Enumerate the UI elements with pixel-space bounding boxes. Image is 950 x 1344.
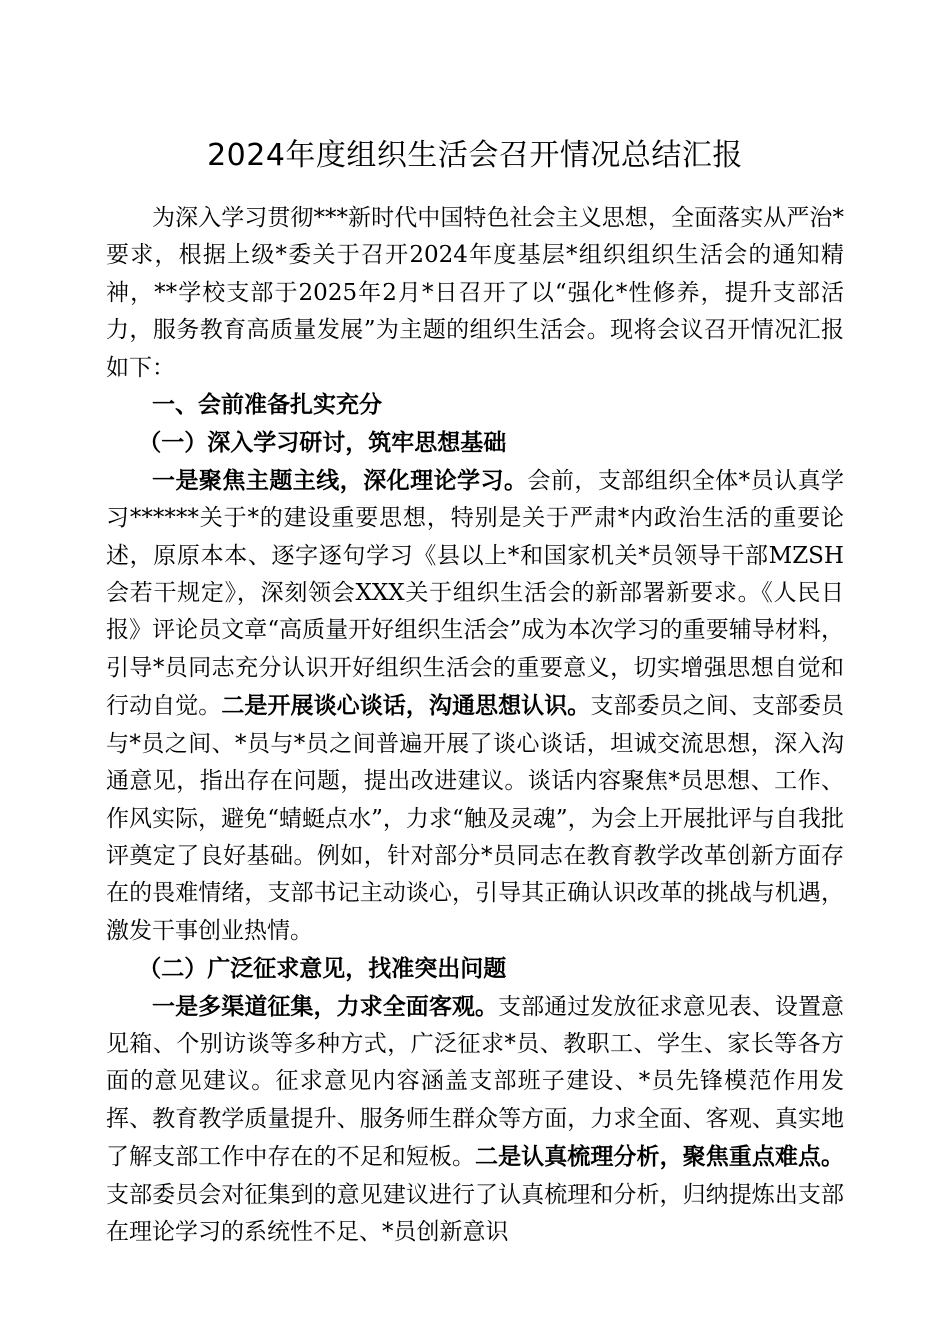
lead-phrase: 二是开展谈心谈话，沟通思想认识。: [221, 692, 591, 720]
paragraph-text: 支部通过发放征求意见表、设置意见箱、个别访谈等多种方式，广泛征求*员、教职工、学生、家长等各方面的意见建议。征求意见内容涵盖支部班子建设、*员先锋模范作用发挥、教育教学质量提升、服务师生群众等方面，力求全面、客观、真实地了解支部工作中存在的不足和短板。: [106, 993, 845, 1171]
intro-paragraph: 为深入学习贯彻***新时代中国特色社会主义思想，全面落实从严治*要求，根据上级*委关于召开2024年度基层*组织组织生活会的通知精神，**学校支部于2025年2月*日召开了以“强化*性修养，提升支部活力，服务教育高质量发展”为主题的组织生活会。现将会议召开情况汇报如下：: [106, 205, 844, 381]
section-heading: 一、会前准备扎实充分: [152, 392, 382, 419]
body-paragraph-1: [106, 462, 844, 950]
document-title: 2024年度组织生活会召开情况总结汇报: [207, 138, 743, 173]
paragraph-text: 会前，支部组织全体*员认真学习******关于*的建设重要思想，特别是关于严肃*内政治生活的重要论述，原原本本、逐字逐句学习《县以上*和国家机关*员领导干部MZSH会若干规定》，深刻领会XXX关于组织生活会的新部署新要求。《人民日报》评论员文章“高质量开好组织生活会”成为本次学习的重要辅导材料，引导*员同志充分认识开好组织生活会的重要意义，切实增强思想自觉和行动自觉。: [106, 467, 845, 720]
body-paragraph-2: [106, 988, 844, 1252]
lead-phrase: 一是多渠道征集，力求全面客观。: [152, 992, 499, 1020]
paragraph-text: 支部委员会对征集到的意见建议进行了认真梳理和分析，归纳提炼出支部在理论学习的系统性不足、*员创新意识: [106, 1181, 844, 1245]
paragraph-text: 支部委员之间、支部委员与*员之间、*员与*员之间普遍开展了谈心谈话，坦诚交流思想，深入沟通意见，指出存在问题，提出改进建议。谈话内容聚焦*员思想、工作、作风实际，避免“蜻蜓点水”，力求“触及灵魂”，为会上开展批评与自我批评奠定了良好基础。例如，针对部分*员同志在教育教学改革创新方面存在的畏难情绪，支部书记主动谈心，引导其正确认识改革的挑战与机遇，激发干事创业热情。: [106, 693, 845, 944]
lead-phrase: 一是聚焦主题主线，深化理论学习。: [152, 466, 528, 494]
lead-phrase: 二是认真梳理分析，聚焦重点难点。: [475, 1143, 845, 1171]
subsection-heading-1: （一）深入学习研讨，筑牢思想基础: [138, 429, 507, 457]
subsection-heading-2: （二）广泛征求意见，找准突出问题: [138, 955, 507, 983]
